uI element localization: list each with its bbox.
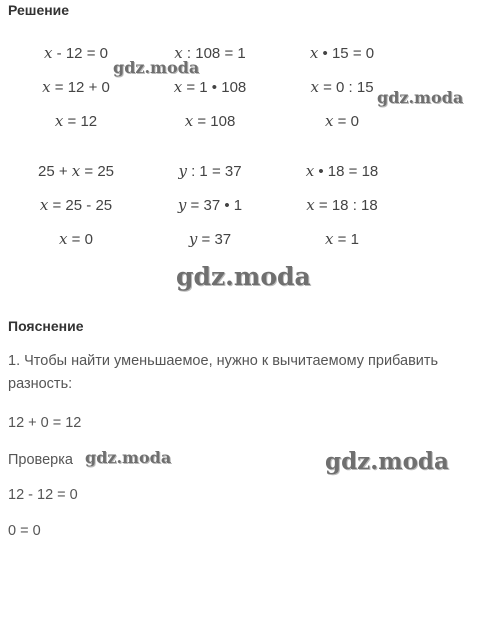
equation: x = 1 — [325, 230, 359, 248]
equation: 25 + x = 25 — [37, 162, 115, 180]
solution-heading: Решение — [8, 2, 70, 18]
equation: x = 12 + 0 — [42, 78, 110, 96]
equation: x • 18 = 18 — [305, 162, 379, 180]
equation: y : 1 = 37 — [178, 162, 242, 180]
equation: x = 0 — [59, 230, 93, 248]
watermark: gdz.moda — [176, 262, 311, 291]
explanation-calc: 12 + 0 = 12 — [8, 415, 82, 431]
explanation-check-calc: 12 - 12 = 0 — [8, 487, 78, 503]
equation: x = 0 — [325, 112, 359, 130]
explanation-result: 0 = 0 — [8, 523, 41, 539]
watermark: gdz.moda — [377, 88, 464, 107]
equation: x : 108 = 1 — [174, 44, 246, 62]
explanation-check-label: Проверка — [8, 452, 73, 468]
equation: x • 15 = 0 — [309, 44, 375, 62]
equation: x = 12 — [54, 112, 98, 130]
equation: y = 37 — [188, 230, 232, 248]
equation: x = 25 - 25 — [39, 196, 113, 214]
equation: x = 108 — [184, 112, 236, 130]
explanation-heading: Пояснение — [8, 318, 84, 334]
watermark: gdz.moda — [85, 448, 172, 467]
equation: x = 1 • 108 — [173, 78, 247, 96]
equation: x = 18 : 18 — [306, 196, 378, 214]
equation: x - 12 = 0 — [44, 44, 108, 62]
explanation-rule: 1. Чтобы найти уменьшаемое, нужно к вычитаемому прибавить разность: — [8, 353, 439, 392]
watermark: gdz.moda — [325, 448, 449, 475]
watermark: gdz.moda — [113, 58, 200, 77]
equation: x = 0 : 15 — [310, 78, 374, 96]
equation: y = 37 • 1 — [177, 196, 243, 214]
